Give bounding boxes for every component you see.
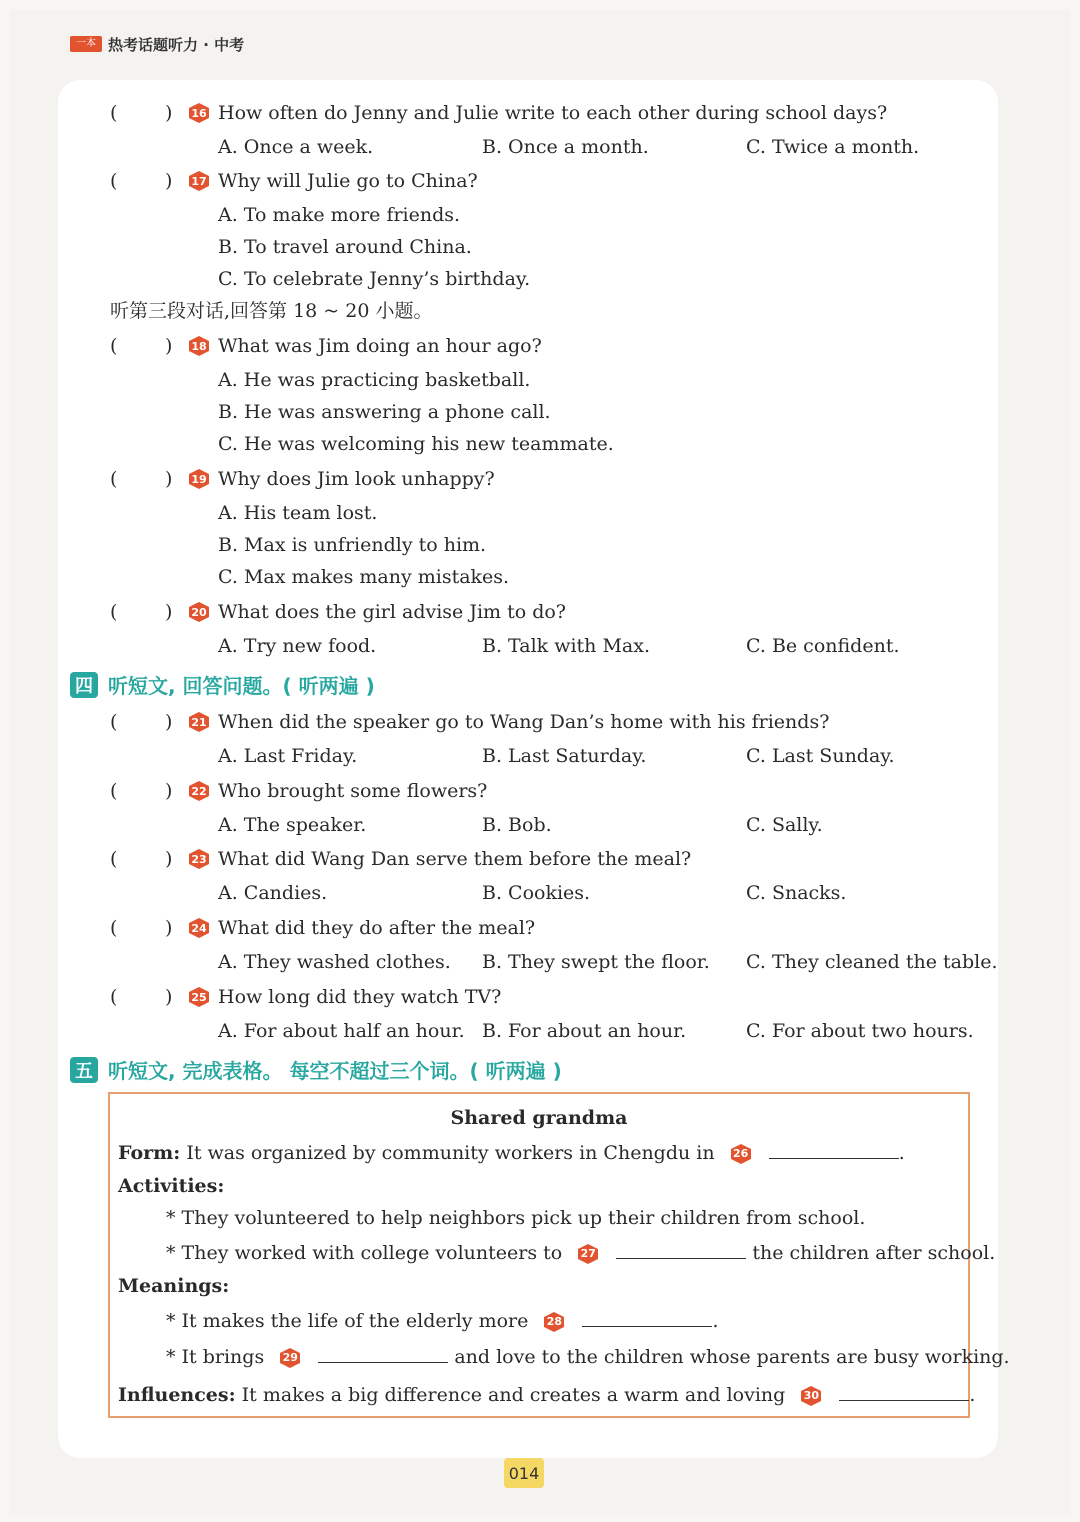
question-stem: What does the girl advise Jim to do? xyxy=(218,601,566,623)
answer-option[interactable]: A. He was practicing basketball. xyxy=(218,369,531,391)
section-5-heading xyxy=(70,1055,562,1084)
answer-option[interactable]: A. Candies. xyxy=(218,882,328,904)
question-stem: What did Wang Dan serve them before the meal? xyxy=(218,848,692,870)
activity-2: * They worked with college volunteers to 27 the children after school. xyxy=(166,1242,996,1264)
answer-paren-close: ) xyxy=(165,170,173,192)
answer-option[interactable]: A. Once a week. xyxy=(218,136,374,158)
answer-blank-28[interactable] xyxy=(582,1308,712,1327)
answer-option[interactable]: C. For about two hours. xyxy=(746,1020,974,1042)
answer-option[interactable]: B. Cookies. xyxy=(482,882,591,904)
form-text: It was organized by community workers in Chengdu in xyxy=(186,1142,715,1164)
question-stem: How often do Jenny and Julie write to each other during school days? xyxy=(218,102,888,124)
answer-option[interactable]: B. Once a month. xyxy=(482,136,649,158)
answer-option[interactable]: C. To celebrate Jenny’s birthday. xyxy=(218,268,531,290)
answer-paren-open[interactable]: ( xyxy=(110,170,118,192)
section-4-badge: 四 xyxy=(70,672,98,698)
answer-option[interactable]: B. Bob. xyxy=(482,814,552,836)
answer-paren-open[interactable]: ( xyxy=(110,102,118,124)
answer-blank-29[interactable] xyxy=(318,1344,448,1363)
answer-blank-26[interactable] xyxy=(769,1140,899,1159)
page-header xyxy=(70,33,244,55)
question-number-icon: 19 xyxy=(187,468,211,490)
question-number-icon: 16 xyxy=(187,102,211,124)
answer-paren-close: ) xyxy=(165,468,173,490)
answer-paren-close: ) xyxy=(165,780,173,802)
form-label: Form: xyxy=(118,1142,181,1164)
answer-paren-close: ) xyxy=(165,848,173,870)
form-row: Form: It was organized by community workers in Chengdu in 26 . xyxy=(118,1142,905,1164)
answer-paren-close: ) xyxy=(165,102,173,124)
answer-option[interactable]: B. Max is unfriendly to him. xyxy=(218,534,487,556)
answer-option[interactable]: B. For about an hour. xyxy=(482,1020,687,1042)
question-stem: What was Jim doing an hour ago? xyxy=(218,335,542,357)
answer-paren-open[interactable]: ( xyxy=(110,468,118,490)
answer-option[interactable]: B. Last Saturday. xyxy=(482,745,647,767)
answer-paren-close: ) xyxy=(165,986,173,1008)
question-number-icon: 25 xyxy=(187,986,211,1008)
question-number-icon: 21 xyxy=(187,711,211,733)
answer-paren-close: ) xyxy=(165,601,173,623)
meanings-label: Meanings: xyxy=(118,1275,230,1297)
brand-logo: 一本 xyxy=(70,36,102,52)
section-4-heading xyxy=(70,670,375,699)
answer-option[interactable]: C. Last Sunday. xyxy=(746,745,895,767)
answer-paren-close: ) xyxy=(165,335,173,357)
answer-option[interactable]: B. Talk with Max. xyxy=(482,635,650,657)
answer-option[interactable]: A. They washed clothes. xyxy=(218,951,451,973)
answer-paren-open[interactable]: ( xyxy=(110,917,118,939)
question-number-icon: 30 xyxy=(799,1385,823,1407)
dialog3-instruction: 听第三段对话,回答第 18 ~ 20 小题。 xyxy=(110,300,433,322)
answer-paren-close: ) xyxy=(165,917,173,939)
question-number-icon: 18 xyxy=(187,335,211,357)
question-number-icon: 20 xyxy=(187,601,211,623)
answer-option[interactable]: C. Max makes many mistakes. xyxy=(218,566,510,588)
question-stem: Why will Julie go to China? xyxy=(218,170,478,192)
answer-paren-open[interactable]: ( xyxy=(110,711,118,733)
answer-option[interactable]: C. They cleaned the table. xyxy=(746,951,998,973)
answer-option[interactable]: A. The speaker. xyxy=(218,814,367,836)
answer-blank-27[interactable] xyxy=(616,1240,746,1259)
answer-option[interactable]: A. His team lost. xyxy=(218,502,378,524)
answer-paren-open[interactable]: ( xyxy=(110,780,118,802)
answer-option[interactable]: C. Snacks. xyxy=(746,882,847,904)
answer-option[interactable]: A. Try new food. xyxy=(218,635,377,657)
question-number-icon: 24 xyxy=(187,917,211,939)
section-4-title: 听短文, 回答问题。( 听两遍 ) xyxy=(108,674,375,698)
page-number: 014 xyxy=(504,1458,544,1488)
influences-row: Influences: It makes a big difference and creates a warm and loving 30 . xyxy=(118,1384,976,1406)
answer-paren-open[interactable]: ( xyxy=(110,986,118,1008)
question-number-icon: 28 xyxy=(542,1311,566,1333)
answer-blank-30[interactable] xyxy=(839,1382,969,1401)
question-stem: Why does Jim look unhappy? xyxy=(218,468,495,490)
answer-paren-open[interactable]: ( xyxy=(110,601,118,623)
bullet: * xyxy=(166,1310,176,1332)
answer-option[interactable]: A. For about half an hour. xyxy=(218,1020,465,1042)
question-stem: How long did they watch TV? xyxy=(218,986,502,1008)
answer-option[interactable]: B. To travel around China. xyxy=(218,236,472,258)
activities-label: Activities: xyxy=(118,1175,225,1197)
answer-option[interactable]: C. Sally. xyxy=(746,814,823,836)
bullet: * xyxy=(166,1242,176,1264)
question-number-icon: 22 xyxy=(187,780,211,802)
question-number-icon: 27 xyxy=(576,1243,600,1265)
answer-option[interactable]: A. Last Friday. xyxy=(218,745,358,767)
table-title: Shared grandma xyxy=(450,1107,628,1129)
answer-paren-close: ) xyxy=(165,711,173,733)
answer-option[interactable]: C. Twice a month. xyxy=(746,136,920,158)
question-number-icon: 17 xyxy=(187,170,211,192)
answer-option[interactable]: A. To make more friends. xyxy=(218,204,461,226)
influences-label: Influences: xyxy=(118,1384,236,1406)
bullet: * xyxy=(166,1346,176,1368)
activity-1: * They volunteered to help neighbors pick up their children from school. xyxy=(166,1207,866,1229)
question-stem: What did they do after the meal? xyxy=(218,917,536,939)
question-number-icon: 23 xyxy=(187,848,211,870)
meaning-1: * It makes the life of the elderly more 28 . xyxy=(166,1310,719,1332)
question-number-icon: 29 xyxy=(278,1347,302,1369)
answer-paren-open[interactable]: ( xyxy=(110,335,118,357)
bullet: * xyxy=(166,1207,176,1229)
answer-option[interactable]: C. He was welcoming his new teammate. xyxy=(218,433,614,455)
answer-option[interactable]: B. They swept the floor. xyxy=(482,951,710,973)
answer-option[interactable]: C. Be confident. xyxy=(746,635,900,657)
meaning-2: * It brings 29 and love to the children whose parents are busy working. xyxy=(166,1346,1010,1368)
header-title: 热考话题听力 · 中考 xyxy=(108,35,245,54)
question-stem: When did the speaker go to Wang Dan’s home with his friends? xyxy=(218,711,830,733)
shared-grandma-table xyxy=(108,1092,1010,1418)
answer-paren-open[interactable]: ( xyxy=(110,848,118,870)
question-number-icon: 26 xyxy=(729,1143,753,1165)
question-stem: Who brought some flowers? xyxy=(218,780,488,802)
answer-option[interactable]: B. He was answering a phone call. xyxy=(218,401,551,423)
section-5-title: 听短文, 完成表格。 每空不超过三个词。( 听两遍 ) xyxy=(108,1059,562,1083)
section-5-badge: 五 xyxy=(70,1057,98,1083)
